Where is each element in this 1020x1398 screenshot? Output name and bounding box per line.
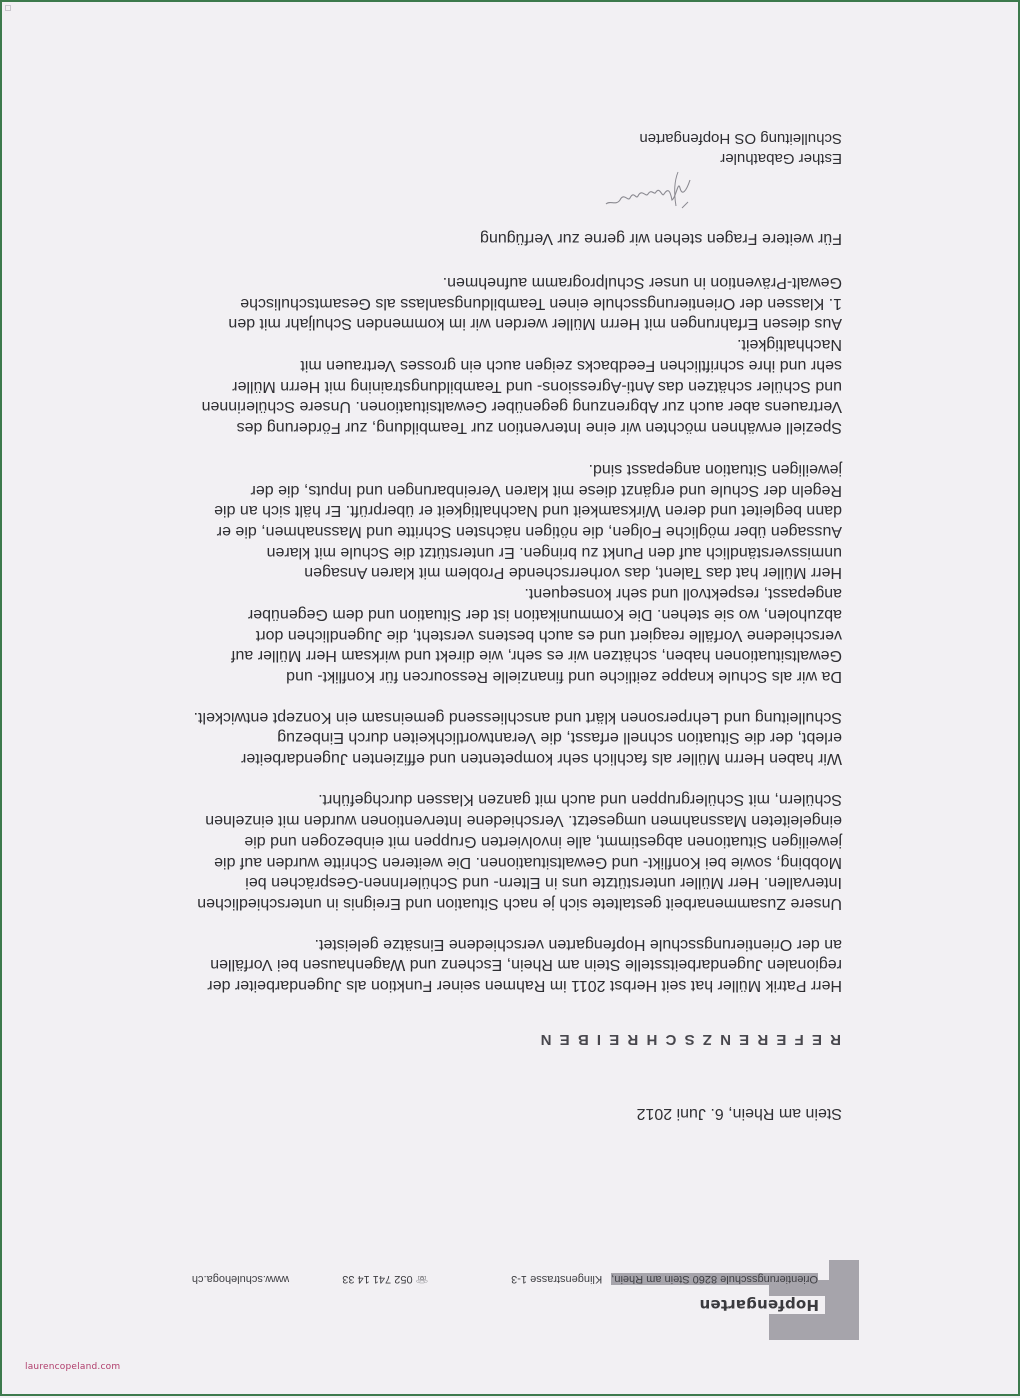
- text-line: Mobbing, sowie bei Konflikt- und Gewaltsituationen. Die weiteren Schritte wurden auf die: [214, 853, 842, 871]
- text-line: Herr Patrik Müller hat seit Herbst 2011 im Rahmen seiner Funktion als Jugendarbeiter der: [207, 977, 842, 994]
- text-line: jeweiligen Situation angepasst sind.: [588, 460, 842, 478]
- paragraph-5: [102, 271, 842, 437]
- text-line: regionalen Jugendarbeitsstelle Stein am Rhein, Eschenz und Wagenhausen bei Vorfällen: [210, 956, 842, 974]
- school-address: [611, 1273, 818, 1285]
- text-line: an der Orientierungsschule Hopfengarten verschiedene Einsätze geleistet.: [314, 935, 842, 953]
- text-line: angepasst, respektvoll und sehr konsequent.: [524, 585, 842, 603]
- text-line: eingeleiteten Massnahmen umgesetzt. Verschiedene Interventionen wurden mit einzelnen: [205, 812, 842, 830]
- text-line: abzuholen, wo sie stehen. Die Kommunikation ist der Situation und dem Gegenüber: [247, 605, 842, 623]
- text-line: Wir haben Herrn Müller als fachlich sehr kompetenten und effizienten Jugendarbeiter: [241, 750, 842, 767]
- letter-heading: REFERENZSCHREIBEN: [532, 1031, 841, 1048]
- text-line: Gewaltsituationen haben, schätzen wir es sehr, wie direkt und wirksam Herr Müller auf: [231, 647, 842, 665]
- watermark-text: laurencopeland.com: [25, 1362, 121, 1372]
- phone-number: 052 741 14 33: [342, 1273, 413, 1285]
- text-line: dann begleitet und deren Wirksamkeit und Nachhaltigkeit er überprüft. Er hält sich an die: [214, 502, 842, 520]
- school-name: Orientierungsschule 8260 Stein am Rhein,: [611, 1273, 818, 1285]
- letter-sheet-rotated: [2, 2, 1020, 1398]
- handwritten-signature-icon: [602, 170, 692, 210]
- text-line: unmissverständlich auf den Punkt zu bringen. Er unterstützt die Schule mit klaren: [266, 543, 842, 561]
- street-address: Klingenstrasse 1-3: [511, 1273, 603, 1285]
- text-line: sehr und ihre schriftlichen Feedbacks zeigen auch ein grosses Vertrauen mit: [300, 356, 842, 374]
- signer-name: Esther Gabathuler: [720, 150, 842, 167]
- text-line: Schülern, mit Schülergruppen und auch mit ganzen Klassen durchgeführt.: [318, 791, 842, 809]
- text-line: Schulleitung und Lehrpersonen klärt und anschliessend gemeinsam ein Konzept entwickelt.: [193, 708, 842, 726]
- text-line: Aus diesen Erfahrungen mit Herrn Müller werden wir im kommenden Schuljahr mit den: [228, 315, 842, 333]
- paragraph-4: [102, 458, 842, 686]
- paragraph-3: [102, 706, 842, 768]
- signer-title: Schulleitung OS Hopfengarten: [639, 130, 842, 147]
- website-link[interactable]: www.schulehoga.ch: [191, 1273, 290, 1285]
- text-line: Aussagen über mögliche Folgen, die nötigen nächsten Schritte und Massnahmen, die er: [216, 523, 842, 541]
- text-line: Gewalt-Prävention in unser Schulprogramm aufnehmen.: [442, 274, 842, 292]
- signer-block: [639, 128, 842, 168]
- logo-wordmark: Hopfengarten: [695, 1296, 825, 1314]
- text-line: Regeln der Schule und ergänzt diese mit klaren Vereinbarungen und Inputs, die der: [250, 481, 842, 499]
- phone-icon: ☏: [415, 1273, 429, 1284]
- letter-date: Stein am Rhein, 6. Juni 2012: [636, 1105, 842, 1122]
- text-line: 1. Klassen der Orientierungsschule einen Teambildungsanlass als Gesamtschulische: [240, 294, 842, 312]
- text-line: verschiedene Vorfälle reagiert und es auch bestens versteht, die Jugendlichen dort: [255, 626, 842, 644]
- text-line: jeweiligen Situationen abgestimmt, alle involvierten Gruppen mit einbezogen und die: [244, 832, 842, 850]
- text-line: Unsere Zusammenarbeit gestaltete sich je nach Situation und Ereignis in unterschiedlichen: [197, 895, 842, 912]
- text-line: Speziell erwähnen möchten wir eine Intervention zur Teambildung, zur Förderung des: [236, 419, 842, 436]
- closing-sentence: Für weitere Fragen stehen wir gerne zur Verfügung: [480, 230, 842, 247]
- text-line: und Schüler schätzen das Anti-Agressions- und Teambildungstraining mit Herrn Müller: [232, 377, 842, 395]
- phone-group: [342, 1273, 428, 1285]
- text-line: Da wir als Schule knappe zeitliche und finanzielle Ressourcen für Konflikt- und: [286, 668, 842, 685]
- text-line: Herr Müller hat das Talent, das vorherrschende Problem mit klaren Ansagen: [304, 564, 842, 582]
- text-line: Intervallen. Herr Müller unterstützte uns in Eltern- und SchülerInnen-Gesprächen bei: [245, 874, 842, 892]
- paragraph-1: [102, 933, 842, 995]
- paragraph-2: [102, 789, 842, 913]
- text-line: erlebt, der die Situation schnell erfasst, die Verantwortlichkeiten durch Einbezug: [277, 729, 842, 747]
- text-line: Nachhaltigkeit.: [737, 336, 842, 354]
- text-line: Vertrauens aber auch zur Abgrenzung gegenüber Gewaltsituationen. Unsere Schülerinnen: [201, 398, 842, 416]
- letterhead-address: [192, 1273, 818, 1285]
